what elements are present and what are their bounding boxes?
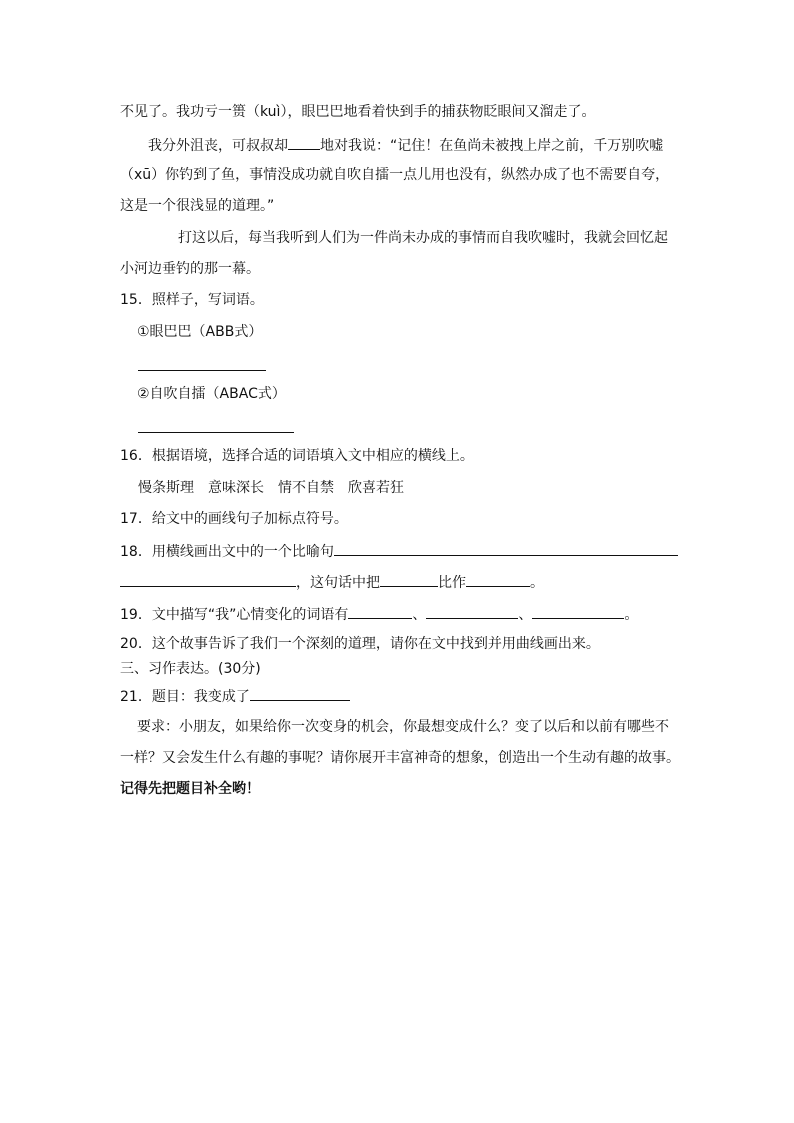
q18-text: 比作	[438, 575, 466, 591]
answer-line[interactable]	[426, 604, 518, 619]
q19-end: 。	[624, 607, 639, 623]
question-18	[120, 541, 678, 561]
question-15: 15．照样子，写词语。	[120, 292, 264, 308]
answer-line[interactable]	[334, 541, 678, 556]
answer-line[interactable]	[466, 572, 530, 587]
passage-line: 这是一个很浅显的道理。”	[120, 198, 275, 214]
q16-options	[138, 479, 418, 497]
passage-line: 小河边垂钓的那一幕。	[120, 261, 260, 277]
q15-item-2: ②自吹自擂（ABAC式）	[137, 386, 286, 402]
answer-line[interactable]	[380, 572, 438, 587]
q19-sep: 、	[518, 607, 533, 623]
q18-stem: 18．用横线画出文中的一个比喻句	[120, 544, 334, 560]
word-option: 慢条斯理	[138, 480, 194, 496]
q15-item-1: ①眼巴巴（ABB式）	[137, 324, 263, 340]
passage-text: 我分外沮丧，可叔叔却	[148, 138, 288, 154]
title-blank[interactable]	[250, 686, 350, 701]
q18-text: 。	[530, 575, 544, 591]
question-17: 17．给文中的画线句子加标点符号。	[120, 511, 348, 527]
fill-blank[interactable]	[288, 135, 320, 150]
q21-requirement: 一样？又会发生什么有趣的事呢？请你展开丰富神奇的想象，创造出一个生动有趣的故事。	[120, 750, 680, 766]
q21-requirement: 要求：小朋友，如果给你一次变身的机会，你最想变成什么？变了以后和以前有哪些不	[137, 719, 669, 735]
section-title: 三、习作表达。(30分)	[120, 661, 261, 677]
q19-sep: 、	[412, 607, 427, 623]
passage-line	[148, 135, 663, 155]
passage-line: （xū）你钓到了鱼，事情没成功就自吹自擂一点儿用也没有，纵然办成了也不需要自夸，	[120, 167, 670, 183]
q21-stem: 21．题目：我变成了	[120, 689, 250, 705]
q18-text: ，这句话中把	[296, 575, 380, 591]
answer-line[interactable]	[138, 432, 294, 433]
question-21	[120, 686, 350, 706]
word-option: 欣喜若狂	[348, 480, 404, 496]
passage-text: 地对我说：“记住！在鱼尚未被拽上岸之前，千万别吹嘘	[320, 138, 664, 154]
question-20: 20．这个故事告诉了我们一个深刻的道理，请你在文中找到并用曲线画出来。	[120, 636, 600, 652]
question-16: 16．根据语境，选择合适的词语填入文中相应的横线上。	[120, 448, 474, 464]
q21-requirement: 记得先把题目补全哟！	[120, 781, 260, 797]
word-option: 意味深长	[208, 480, 264, 496]
q19-stem: 19．文中描写“我”心情变化的词语有	[120, 607, 349, 623]
answer-line[interactable]	[120, 572, 296, 587]
q18-line-2	[120, 572, 544, 592]
passage-line: 打这以后，每当我听到人们为一件尚未办成的事情而自我吹嘘时，我就会回忆起	[178, 230, 668, 246]
question-19	[120, 604, 638, 624]
word-option: 情不自禁	[278, 480, 334, 496]
passage-line: 不见了。我功亏一篑（kuì），眼巴巴地看着快到手的捕获物眨眼间又溜走了。	[120, 104, 596, 120]
answer-line[interactable]	[532, 604, 624, 619]
answer-line[interactable]	[138, 370, 266, 371]
answer-line[interactable]	[348, 604, 412, 619]
